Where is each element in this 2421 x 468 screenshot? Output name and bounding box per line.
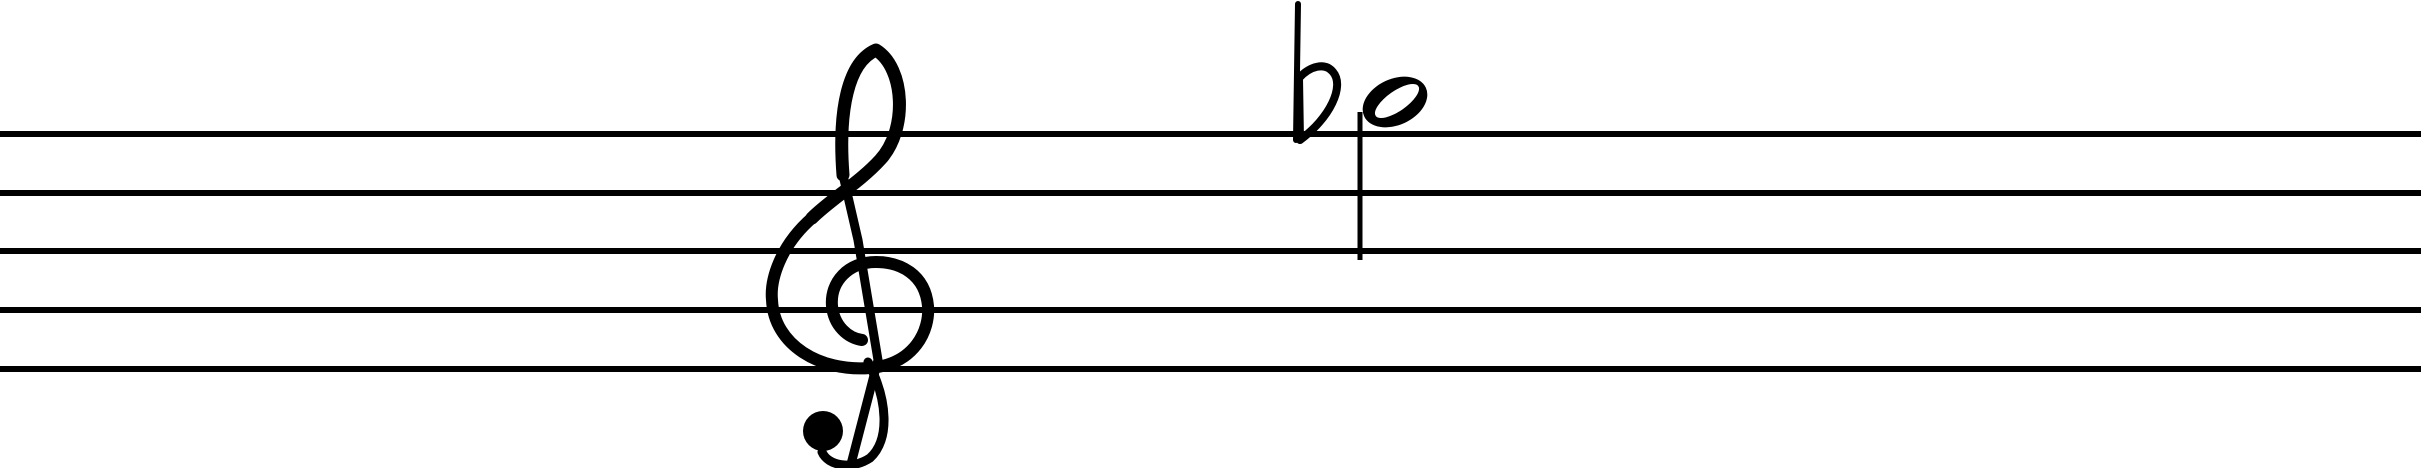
flat-accidental-icon [1296,4,1337,140]
half-note-bflat [1354,67,1435,260]
treble-clef-icon [772,50,928,468]
staff [0,134,2421,369]
notehead-open-icon [1354,67,1435,137]
